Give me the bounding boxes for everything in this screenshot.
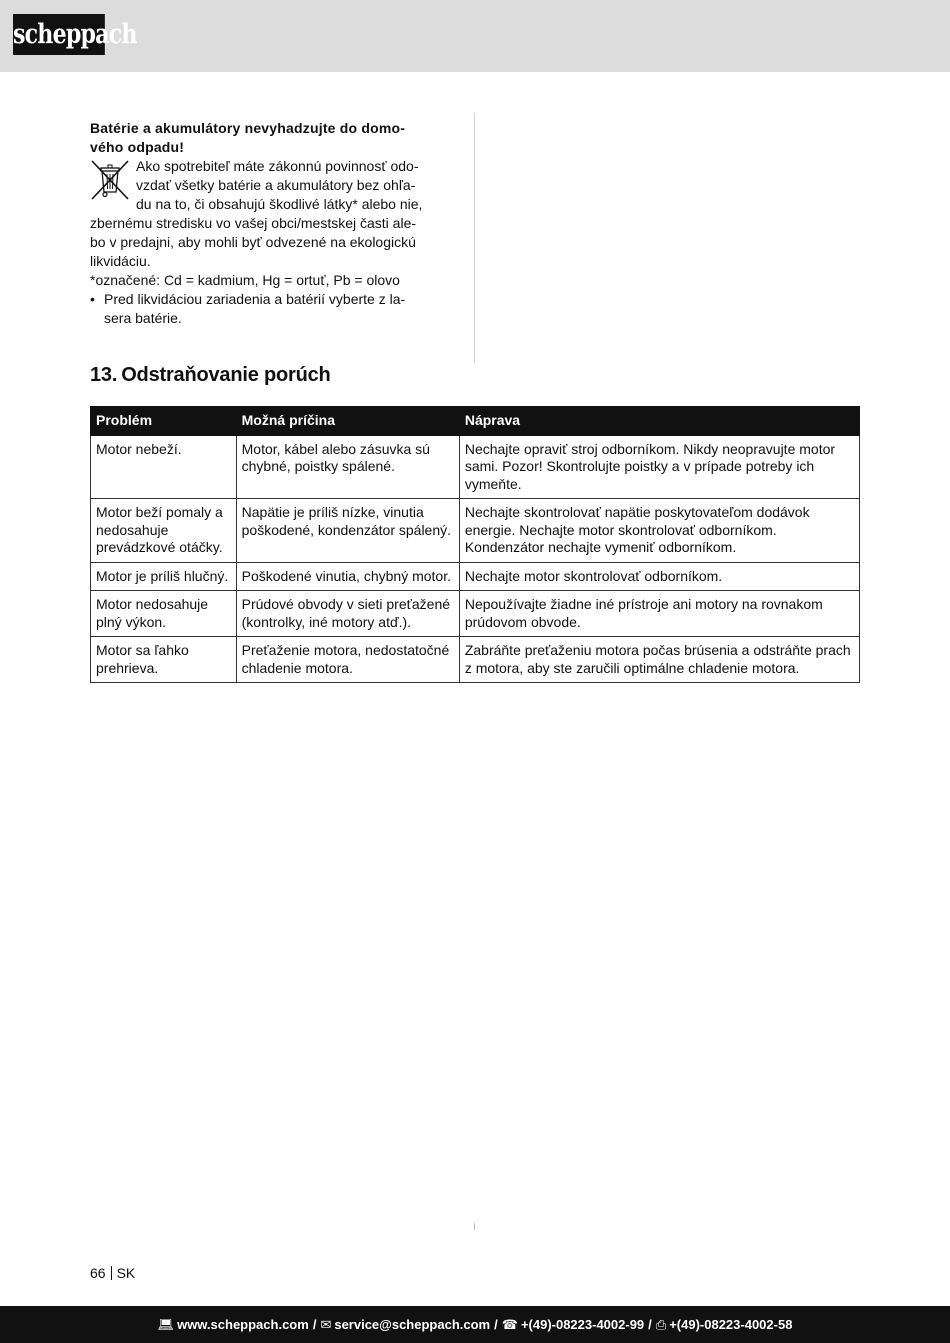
- battery-text-line-5: bo v predajni, aby mohli byť odvezené na ekologickú: [90, 234, 416, 250]
- envelope-icon: ✉︎: [320, 1317, 332, 1332]
- battery-heading-line-1: Batérie a akumulátory nevyhadzujte do domo-: [90, 120, 406, 136]
- footer-separator: /: [648, 1317, 652, 1332]
- telephone-icon: ☎︎: [501, 1317, 518, 1332]
- battery-text-line-3: du na to, či obsahujú škodlivé látky* alebo nie,: [136, 196, 423, 212]
- laptop-icon: 💻︎: [157, 1317, 175, 1332]
- cell-problem: Motor sa ľahko prehrieva.: [91, 637, 237, 683]
- bullet-line-1: Pred likvidáciou zariadenia a batérií vyberte z la-: [104, 291, 406, 307]
- cell-cause: Preťaženie motora, nedostatočné chladenie motora.: [236, 637, 459, 683]
- cell-remedy: Nechajte motor skontrolovať odborníkom.: [459, 562, 859, 591]
- cell-remedy: Nepoužívajte žiadne iné prístroje ani motory na rovnakom prúdovom obvode.: [459, 591, 859, 637]
- page-language: SK: [116, 1265, 136, 1281]
- table-row: [91, 637, 860, 683]
- battery-text-line-2: vzdať všetky batérie a akumulátory bez ohľa-: [136, 177, 416, 193]
- header-remedy: Náprava: [459, 407, 859, 436]
- section-number: 13.: [90, 364, 118, 386]
- battery-text-line-1: Ako spotrebiteľ máte zákonnú povinnosť odo-: [136, 158, 419, 174]
- footer-fax: +(49)-08223-4002-58: [669, 1317, 793, 1332]
- cell-problem: Motor je príliš hlučný.: [91, 562, 237, 591]
- cell-remedy: Zabráňte preťaženiu motora počas brúsenia a odstráňte prach z motora, aby ste zaručili optimálne chladenie motora.: [459, 637, 859, 683]
- battery-text-line-6: likvidáciu.: [90, 253, 151, 269]
- footer-separator: /: [312, 1317, 317, 1332]
- cell-problem: Motor nebeží.: [91, 435, 237, 499]
- battery-footnote: *označené: Cd = kadmium, Hg = ortuť, Pb = olovo: [90, 272, 400, 288]
- footer-web-link[interactable]: www.scheppach.com: [177, 1317, 309, 1332]
- battery-bullet-item: [90, 290, 432, 328]
- section-title: [90, 364, 331, 387]
- cell-remedy: Nechajte skontrolovať napätie poskytovateľom dodávok energie. Nechajte motor skontrolovať odborníkom. Kondenzátor nechajte vymeniť odborníkom.: [459, 499, 859, 563]
- table-row: [91, 591, 860, 637]
- cell-cause: Poškodené vinutia, chybný motor.: [236, 562, 459, 591]
- table-row: [91, 499, 860, 563]
- center-tick-mark: [474, 1223, 475, 1230]
- page-separator: [111, 1266, 112, 1280]
- battery-disposal-block: [90, 119, 432, 328]
- cell-cause: Motor, kábel alebo zásuvka sú chybné, poistky spálené.: [236, 435, 459, 499]
- troubleshooting-table: [90, 406, 860, 683]
- footer-phone: +(49)-08223-4002-99: [520, 1317, 645, 1332]
- section-title-text: Odstraňovanie porúch: [121, 364, 331, 386]
- cell-cause: Prúdové obvody v sieti preťažené (kontrolky, iné motory atď.).: [236, 591, 459, 637]
- column-divider: [474, 113, 475, 363]
- table-header-row: [91, 407, 860, 436]
- cell-remedy: Nechajte opraviť stroj odborníkom. Nikdy neopravujte motor sami. Pozor! Skontrolujte poistky a v prípade potreby ich vymeňte.: [459, 435, 859, 499]
- table-row: [91, 435, 860, 499]
- header-band: [0, 0, 950, 72]
- fax-icon: ⎙: [655, 1317, 667, 1332]
- footer-contact-bar: [0, 1306, 950, 1343]
- crossed-out-wheelie-bin-icon: [90, 159, 130, 201]
- battery-text-line-4: zbernému stredisku vo vašej obci/mestskej časti ale-: [90, 215, 417, 231]
- cell-problem: Motor beží pomaly a nedosahuje prevádzkové otáčky.: [91, 499, 237, 563]
- cell-cause: Napätie je príliš nízke, vinutia poškodené, kondenzátor spálený.: [236, 499, 459, 563]
- footer-separator: /: [494, 1317, 498, 1332]
- battery-heading-line-2: vého odpadu!: [90, 139, 185, 155]
- cell-problem: Motor nedosahuje plný výkon.: [91, 591, 237, 637]
- battery-text-with-icon: [90, 157, 432, 214]
- page-number: 66: [90, 1265, 106, 1281]
- footer-email-link[interactable]: service@scheppach.com: [334, 1317, 491, 1332]
- table-row: [91, 562, 860, 591]
- page-number-label: [90, 1265, 135, 1281]
- header-problem: Problém: [91, 407, 237, 436]
- bullet-line-2: sera batérie.: [104, 310, 182, 326]
- header-cause: Možná príčina: [236, 407, 459, 436]
- brand-logo: scheppach: [13, 14, 105, 55]
